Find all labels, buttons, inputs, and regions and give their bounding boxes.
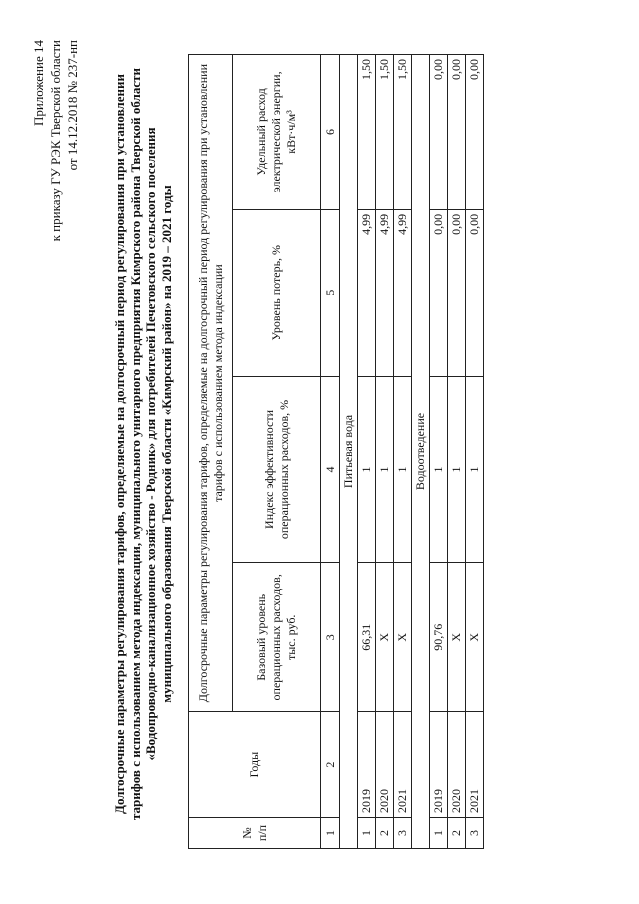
cell-energy: 1,50: [376, 55, 394, 210]
cell-num: 2: [448, 818, 466, 849]
header-years: Годы: [189, 712, 321, 818]
cell-num: 3: [466, 818, 484, 849]
header-losses: Уровень потерь, %: [233, 209, 321, 376]
cell-efficiency: 1: [394, 376, 412, 563]
cell-efficiency: 1: [376, 376, 394, 563]
cell-losses: 4,99: [394, 209, 412, 376]
cell-base: 90,76: [430, 563, 448, 712]
cell-base: X: [466, 563, 484, 712]
cell-energy: 1,50: [358, 55, 376, 210]
cell-base: X: [394, 563, 412, 712]
cell-losses: 4,99: [358, 209, 376, 376]
title-line: Долгосрочные параметры регулирования тарифов, определяемые на долгосрочный период регулирования при установлении: [112, 74, 127, 814]
col-number: 5: [321, 209, 340, 376]
col-number: 6: [321, 55, 340, 210]
cell-year: 2020: [448, 712, 466, 818]
cell-year: 2019: [358, 712, 376, 818]
table-row: [394, 55, 412, 849]
cell-losses: 0,00: [466, 209, 484, 376]
cell-efficiency: 1: [448, 376, 466, 563]
cell-energy: 1,50: [394, 55, 412, 210]
cell-num: 1: [358, 818, 376, 849]
appendix-date: от 14.12.2018 № 237-нп: [65, 40, 80, 171]
cell-losses: 4,99: [376, 209, 394, 376]
document-title: [112, 54, 174, 834]
table-row: [358, 55, 376, 849]
cell-year: 2021: [466, 712, 484, 818]
title-line: тарифов с использованием метода индексации, муниципального унитарного предприятия Кимрского района Тверской области: [127, 68, 143, 821]
header-base-level: Базовый уровень операционных расходов, тыс. руб.: [233, 563, 321, 712]
cell-losses: 0,00: [430, 209, 448, 376]
cell-losses: 0,00: [448, 209, 466, 376]
cell-num: 1: [430, 818, 448, 849]
section-title: Питьевая вода: [340, 55, 358, 849]
section-title: Водоотведение: [412, 55, 430, 849]
cell-year: 2020: [376, 712, 394, 818]
parameters-table: [188, 54, 484, 849]
cell-efficiency: 1: [358, 376, 376, 563]
table-row: [430, 55, 448, 849]
table-row: [466, 55, 484, 849]
column-number-row: [321, 55, 340, 849]
cell-energy: 0,00: [430, 55, 448, 210]
col-number: 3: [321, 563, 340, 712]
col-number: 2: [321, 712, 340, 818]
cell-energy: 0,00: [448, 55, 466, 210]
cell-base: X: [376, 563, 394, 712]
header-efficiency: Индекс эффективности операционных расходов, %: [233, 376, 321, 563]
col-number: 4: [321, 376, 340, 563]
cell-num: 3: [394, 818, 412, 849]
cell-base: 66,31: [358, 563, 376, 712]
header-energy: Удельный расход электрической энергии, кВт·ч/м³: [233, 55, 321, 210]
table-row: [448, 55, 466, 849]
table-row: [376, 55, 394, 849]
title-line: муниципального образования Тверской области «Кимрский район» на 2019 – 2021 годы: [158, 185, 174, 703]
header-group: Долгосрочные параметры регулирования тарифов, определяемые на долгосрочный период регулирования при установлении тарифов с использованием метода индексации: [189, 55, 233, 712]
cell-base: X: [448, 563, 466, 712]
cell-efficiency: 1: [430, 376, 448, 563]
header-num: № п/п: [189, 818, 321, 849]
title-line: «Водопроводно-канализационное хозяйство - Родник» для потребителей Печетовского сельского поселения: [143, 127, 158, 761]
appendix-title: Приложение 14: [31, 40, 46, 127]
cell-efficiency: 1: [466, 376, 484, 563]
appendix-order: к приказу ГУ РЭК Тверской области: [48, 40, 63, 242]
cell-num: 2: [376, 818, 394, 849]
appendix-block: [30, 40, 81, 241]
cell-year: 2019: [430, 712, 448, 818]
col-number: 1: [321, 818, 340, 849]
cell-year: 2021: [394, 712, 412, 818]
cell-energy: 0,00: [466, 55, 484, 210]
